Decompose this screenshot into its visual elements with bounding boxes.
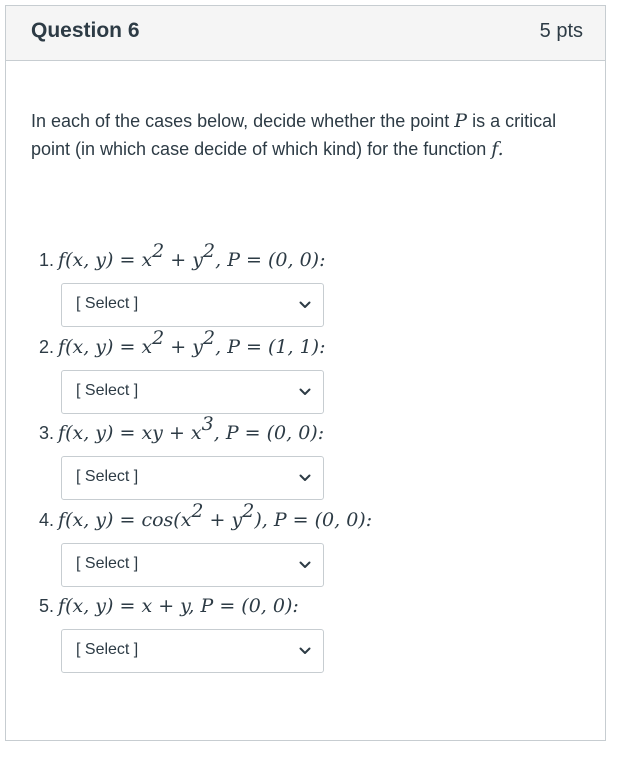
case-5-number: 5. [39, 596, 55, 616]
chevron-down-icon [299, 473, 311, 483]
case-4-select-value: [ Select ] [76, 554, 139, 572]
case-2-select-value: [ Select ] [76, 381, 139, 399]
chevron-down-icon [299, 300, 311, 310]
chevron-down-icon [299, 560, 311, 570]
case-5-select-value: [ Select ] [76, 641, 139, 658]
case-3-formula: 3. f(x, y) = xy + $x^3$, P = (0, 0): [39, 413, 325, 444]
function-f-symbol: f [491, 138, 498, 160]
case-1-number: 1. [39, 250, 55, 270]
prompt-text-1: In each of the cases below, decide whether the point [31, 111, 455, 131]
question-header [6, 6, 605, 61]
case-4-select[interactable] [61, 543, 324, 587]
case-2-number: 2. [39, 336, 55, 357]
question-title: Question 6 [31, 19, 140, 42]
case-1-select-value: [ Select ] [76, 295, 139, 312]
case-3-select-value: [ Select ] [76, 468, 139, 485]
chevron-down-icon [299, 646, 311, 656]
prompt-period: . [497, 138, 504, 160]
prompt-text-2: is a critical point (in which case decide of which kind) for the function [31, 111, 557, 159]
case-item-5 [39, 591, 579, 678]
chevron-down-icon [299, 387, 311, 397]
case-item-3 [39, 413, 579, 505]
case-item-1 [39, 240, 579, 332]
case-item-4 [39, 499, 579, 592]
case-3-select[interactable] [61, 456, 324, 500]
point-p-symbol: P [454, 110, 468, 132]
case-item-2 [39, 326, 579, 419]
case-2-formula: 2. f(x, $y) = x^2 + y^2$, P = (1, 1): [39, 326, 326, 358]
question-prompt [31, 107, 591, 163]
question-card [5, 5, 606, 741]
case-4-formula: 4. f(x, $y) = \cos(x^2 + y^2)$, P = (0, 0): [39, 499, 373, 531]
case-5-select[interactable] [61, 629, 324, 673]
case-3-number: 3. [39, 423, 55, 443]
case-4-number: 4. [39, 509, 55, 530]
case-2-select[interactable] [61, 370, 324, 414]
case-1-select[interactable] [61, 283, 324, 327]
case-list [39, 240, 579, 678]
case-5-formula: 5. f(x, y) = x + y, P = (0, 0): [39, 595, 299, 617]
question-points: 5 pts [539, 20, 583, 42]
case-1-formula: 1. f(x, $y) = x^2 + y^2$, P = (0, 0): [39, 240, 326, 271]
